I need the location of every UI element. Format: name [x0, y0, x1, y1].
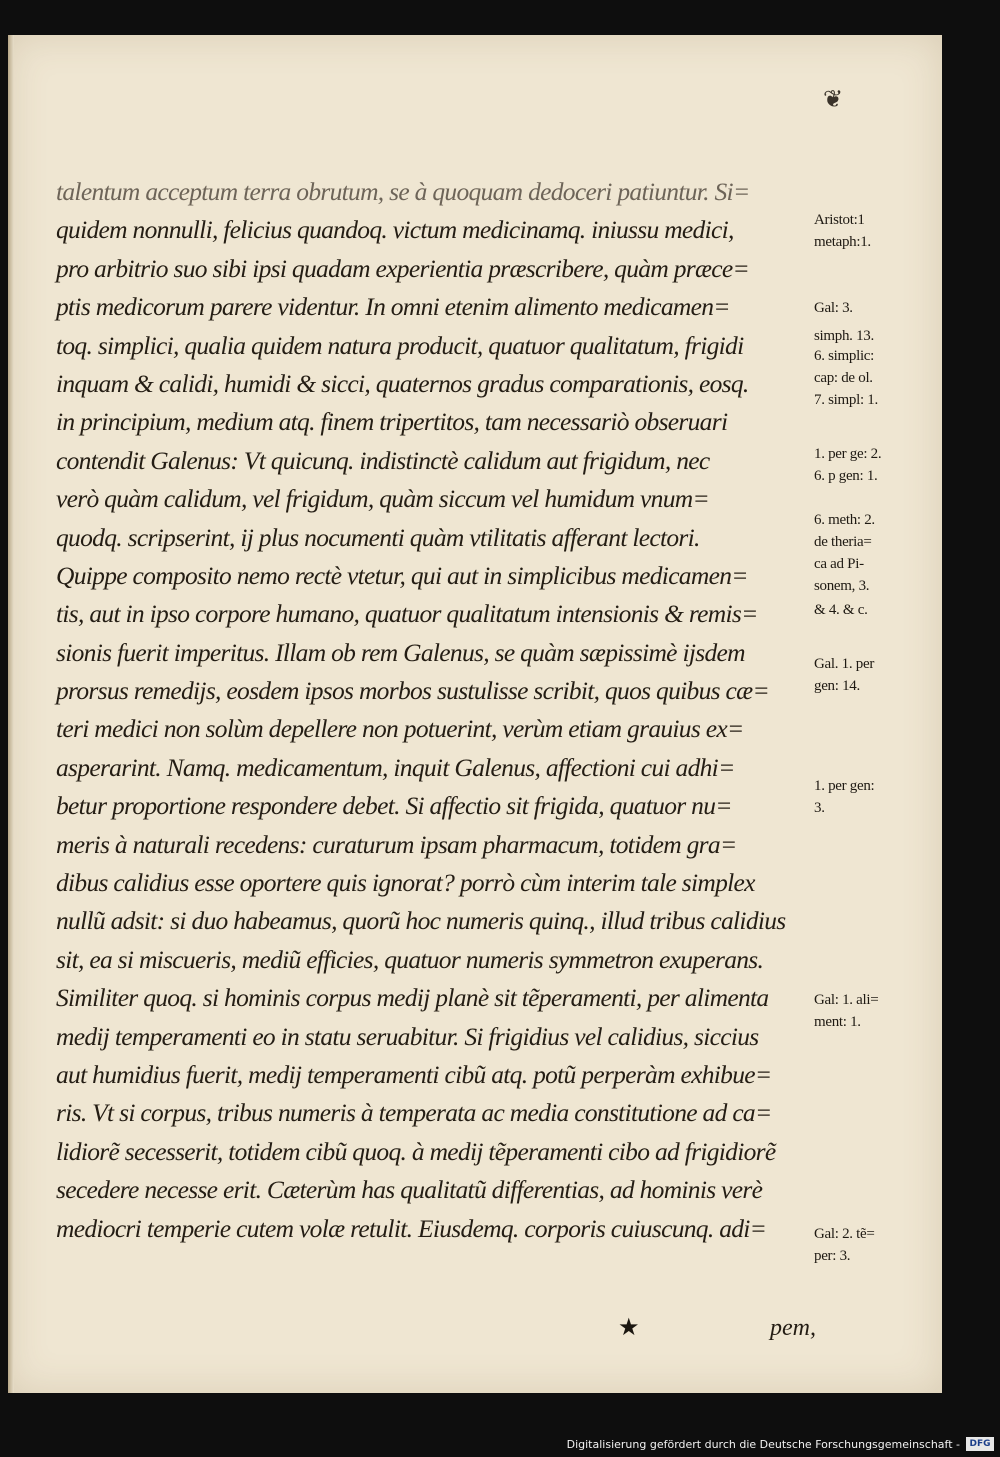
text-line: secedere necesse erit. Cæterùm has qualitatũ differentias, ad hominis verè	[56, 1175, 763, 1205]
margin-note: cap: de ol.	[814, 370, 873, 386]
margin-note: & 4. & c.	[814, 602, 868, 618]
text-line: inquam & calidi, humidi & sicci, quaternos gradus comparationis, eosq.	[56, 368, 749, 398]
margin-note: Gal: 3.	[814, 300, 853, 316]
margin-note: metaph:1.	[814, 234, 871, 250]
text-line: dibus calidius esse oportere quis ignorat? porrò cùm interim tale simplex	[56, 868, 755, 898]
text-line: pro arbitrio suo sibi ipsi quadam experientia præscribere, quàm præce=	[56, 253, 750, 283]
margin-note: sonem, 3.	[814, 578, 870, 594]
text-line: betur proportione respondere debet. Si affectio sit frigida, quatuor nu=	[56, 791, 732, 821]
text-line: asperarint. Namq. medicamentum, inquit Galenus, affectioni cui adhi=	[56, 752, 735, 782]
margin-note: 6. p gen: 1.	[814, 468, 878, 484]
margin-note: Gal: 2. tẽ=	[814, 1226, 875, 1242]
signature-mark: ★	[618, 1315, 640, 1341]
text-line: contendit Galenus: Vt quicunq. indistinctè calidum aut frigidum, nec	[56, 445, 710, 475]
text-line: sionis fuerit imperitus. Illam ob rem Galenus, se quàm sæpissimè ijsdem	[56, 637, 745, 667]
text-line: sit, ea si miscueris, mediũ efficies, quatuor numeris symmetron exuperans.	[56, 944, 764, 974]
margin-note: 6. meth: 2.	[814, 512, 875, 528]
text-line: Similiter quoq. si hominis corpus medij planè sit tẽperamenti, per alimenta	[56, 983, 769, 1013]
footer-bar	[0, 1430, 1000, 1457]
catchword: pem,	[770, 1315, 816, 1341]
text-line: prorsus remedijs, eosdem ipsos morbos sustulisse scribit, quos quibus cæ=	[56, 676, 769, 706]
margin-note: simph. 13.	[814, 328, 874, 344]
text-line: lidiorẽ secesserit, totidem cibũ quoq. à medij tẽperamenti cibo ad frigidiorẽ	[56, 1136, 776, 1166]
text-line: talentum acceptum terra obrutum, se à quoquam dedoceri patiuntur. Si=	[56, 177, 750, 206]
text-line: medij temperamenti eo in statu seruabitur. Si frigidius vel calidius, siccius	[56, 1021, 759, 1051]
body-text	[56, 173, 816, 1248]
margin-note: Gal. 1. per	[814, 656, 875, 672]
page-edge	[8, 35, 14, 1393]
margin-note: 6. simplic:	[814, 348, 875, 364]
margin-note: Aristot:1	[814, 212, 865, 228]
dfg-logo: DFG	[966, 1437, 994, 1451]
margin-note: ment: 1.	[814, 1014, 861, 1030]
text-line: quodq. scripserint, ij plus nocumenti quàm vtilitatis afferant lectori.	[56, 522, 700, 552]
book-page	[8, 35, 942, 1393]
text-line: ris. Vt si corpus, tribus numeris à temperata ac media constitutione ad ca=	[56, 1098, 772, 1128]
text-line: ptis medicorum parere videntur. In omni etenim alimento medicamen=	[56, 292, 730, 322]
text-line: toq. simplici, qualia quidem natura producit, quatuor qualitatum, frigidi	[56, 330, 744, 360]
margin-note: gen: 14.	[814, 678, 860, 694]
margin-note: 7. simpl: 1.	[814, 392, 878, 408]
margin-note: 1. per ge: 2.	[814, 446, 882, 462]
ornament-icon: ❦	[822, 87, 844, 113]
margin-note: 3.	[814, 800, 825, 816]
margin-note: de theria=	[814, 534, 872, 550]
text-line: tis, aut in ipso corpore humano, quatuor qualitatum intensionis & remis=	[56, 599, 758, 629]
text-line: meris à naturali recedens: curaturum ipsam pharmacum, totidem gra=	[56, 829, 737, 859]
margin-note: 1. per gen:	[814, 778, 875, 794]
text-line: nullũ adsit: si duo habeamus, quorũ hoc numeris quinq., illud tribus calidius	[56, 906, 786, 936]
margin-note: Gal: 1. ali=	[814, 992, 879, 1008]
text-line: mediocri temperie cutem volæ retulit. Eiusdemq. corporis cuiuscunq. adi=	[56, 1213, 767, 1243]
text-line: in principium, medium atq. finem tripertitos, tam necessariò obseruari	[56, 407, 728, 437]
text-line: teri medici non solùm depellere non potuerint, verùm etiam grauius ex=	[56, 714, 744, 744]
margin-note: per: 3.	[814, 1248, 851, 1264]
text-line: Quippe composito nemo rectè vtetur, qui aut in simplicibus medicamen=	[56, 560, 748, 590]
text-line: quidem nonnulli, felicius quandoq. victum medicinamq. iniussu medici,	[56, 215, 734, 245]
margin-note: ca ad Pi-	[814, 556, 864, 572]
footer-credit: Digitalisierung gefördert durch die Deutsche Forschungsgemeinschaft -	[566, 1438, 960, 1451]
text-line: aut humidius fuerit, medij temperamenti cibũ atq. potũ perperàm exhibue=	[56, 1059, 772, 1089]
text-line: verò quàm calidum, vel frigidum, quàm siccum vel humidum vnum=	[56, 484, 709, 514]
